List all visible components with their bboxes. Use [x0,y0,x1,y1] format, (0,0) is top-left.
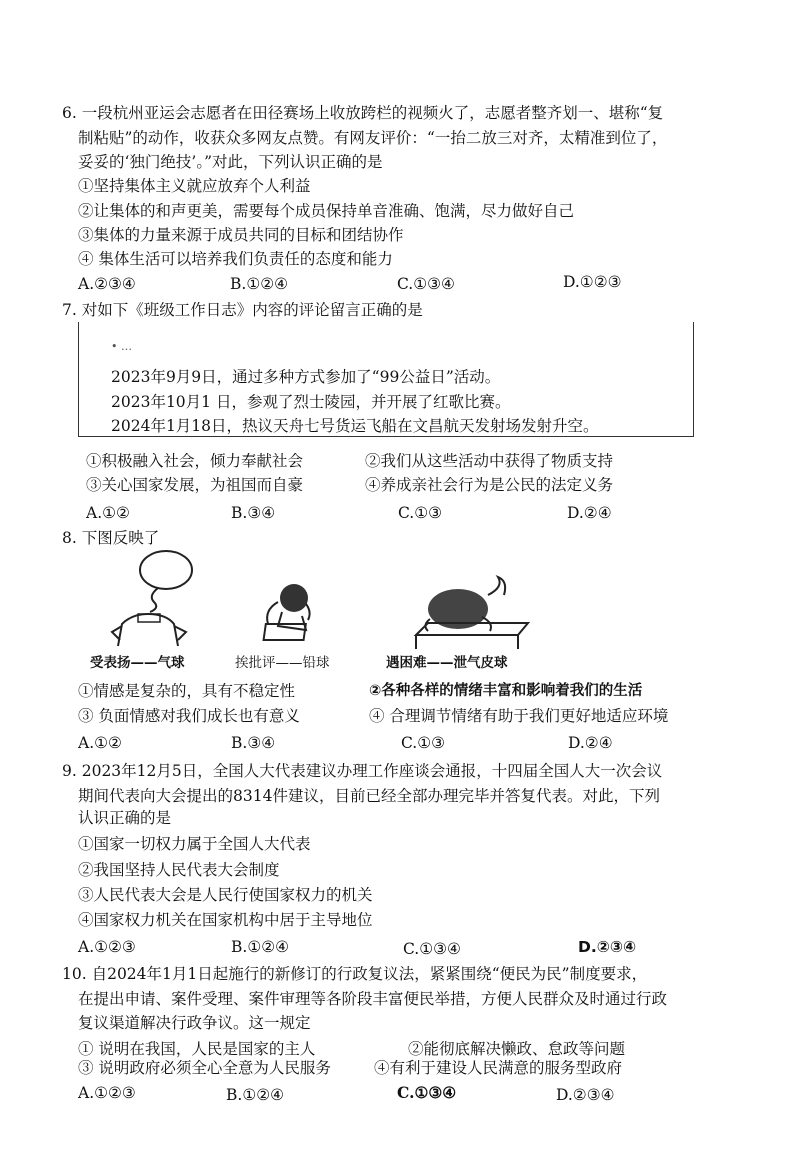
q6-option-b[interactable]: B.①②④ [230,275,289,293]
q7-option-b[interactable]: B.③④ [231,504,276,522]
q7-log-entry-2: 2023年10月1 日，参观了烈士陵园，并开展了红歌比赛。 [111,393,511,411]
q7-stem: 7. 对如下《班级工作日志》内容的评论留言正确的是 [62,301,423,319]
q10-stem-line3: 复议渠道解决行政争议。这一规定 [78,1014,311,1032]
q8-item-1: ①情感是复杂的，具有不稳定性 [78,682,296,700]
q9-item-1: ①国家一切权力属于全国人大代表 [78,835,311,853]
q7-option-a[interactable]: A.①② [86,504,130,522]
q10-item-4: ④有利于建设人民满意的服务型政府 [374,1059,623,1077]
q8-option-c[interactable]: C.①③ [401,734,446,752]
q6-stem-line2: 制粘贴”的动作，收获众多网友点赞。有网友评价：“一抬二放三对齐，太精准到位了， [78,129,668,147]
q10-item-2: ②能彻底解决懒政、怠政等问题 [408,1040,626,1058]
praise-balloon-illustration [108,548,198,648]
q6-option-c[interactable]: C.①③④ [397,275,455,293]
q8-option-a[interactable]: A.①② [78,734,122,752]
q7-log-entry-1: 2023年9月9日，通过多种方式参加了“99公益日”活动。 [111,368,501,386]
q9-option-d[interactable]: D.②③④ [578,938,637,956]
q9-stem-line2: 期间代表向大会提出的8314件建议，目前已经全部办理完毕并答复代表。对此，下列 [78,787,660,805]
q10-item-3: ③ 说明政府必须全心全意为人民服务 [78,1059,331,1077]
q9-item-4: ④国家权力机关在国家机构中居于主导地位 [78,911,373,929]
q9-option-c[interactable]: C.①③④ [403,940,461,958]
q8-stem: 8. 下图反映了 [62,529,160,547]
q8-item-3: ③ 负面情感对我们成长也有意义 [78,707,300,725]
q8-item-2: ②各种各样的情绪丰富和影响着我们的生活 [369,683,643,699]
q9-item-3: ③人民代表大会是人民行使国家权力的机关 [78,886,373,904]
q10-stem-line2: 在提出申请、案件受理、案件审理等各阶段丰富便民举措，方便人民群众及时通过行政 [78,990,668,1008]
q6-stem-line1: 6. 一段杭州亚运会志愿者在田径赛场上收放跨栏的视频火了，志愿者整齐划一、堪称“复 [62,104,664,122]
q7-log-entry-3: 2024年1月18日，热议天舟七号货运飞船在文昌航天发射场发射升空。 [111,417,599,435]
q6-option-d[interactable]: D.①②③ [563,273,622,291]
q9-stem-line3: 认识正确的是 [78,809,172,827]
caption-difficulty: 遇困难——泄气皮球 [386,655,508,671]
q7-log-bullet: • … [111,340,132,353]
q10-option-c[interactable]: C.①③④ [397,1083,457,1102]
criticism-shotput-illustration [258,580,328,650]
q10-option-a[interactable]: A.①②③ [78,1084,136,1102]
q6-item-3: ③集体的力量来源于成员共同的目标和团结协作 [78,226,404,244]
q7-item-4: ④养成亲社会行为是公民的法定义务 [365,476,614,494]
q10-option-d[interactable]: D.②③④ [556,1086,615,1104]
q7-item-2: ②我们从这些活动中获得了物质支持 [365,452,614,470]
q6-item-2: ②让集体的和声更美，需要每个成员保持单音准确、饱满，尽力做好自己 [78,202,575,220]
q10-option-b[interactable]: B.①②④ [226,1086,285,1104]
q9-option-b[interactable]: B.①②④ [231,938,290,956]
q6-stem-line3: 妥妥的‘独门绝技’。”对此，下列认识正确的是 [78,153,383,171]
q7-item-3: ③关心国家发展，为祖国而自豪 [86,476,304,494]
q6-item-4: ④ 集体生活可以培养我们负责任的态度和能力 [78,250,393,268]
q7-option-d[interactable]: D.②④ [567,504,612,522]
caption-criticism: 挨批评——铅球 [235,655,330,671]
q8-item-4: ④ 合理调节情绪有助于我们更好地适应环境 [369,707,669,725]
q6-option-a[interactable]: A.②③④ [78,275,136,293]
q10-stem-line1: 10. 自2024年1月1日起施行的新修订的行政复议法，紧紧围绕“便民为民”制度要求， [62,965,648,983]
q7-item-1: ①积极融入社会，倾力奉献社会 [86,452,304,470]
difficulty-deflated-ball-illustration [408,573,536,653]
q7-option-c[interactable]: C.①③ [398,504,443,522]
q10-item-1: ① 说明在我国，人民是国家的主人 [78,1040,316,1058]
q6-item-1: ①坚持集体主义就应放弃个人利益 [78,177,311,195]
q8-option-d[interactable]: D.②④ [568,734,613,752]
caption-praise: 受表扬——气球 [90,655,185,671]
q8-option-b[interactable]: B.③④ [231,734,276,752]
q9-option-a[interactable]: A.①②③ [78,938,136,956]
q9-item-2: ②我国坚持人民代表大会制度 [78,861,280,879]
q9-stem-line1: 9. 2023年12月5日，全国人大代表建议办理工作座谈会通报，十四届全国人大一次会议 [62,762,663,780]
